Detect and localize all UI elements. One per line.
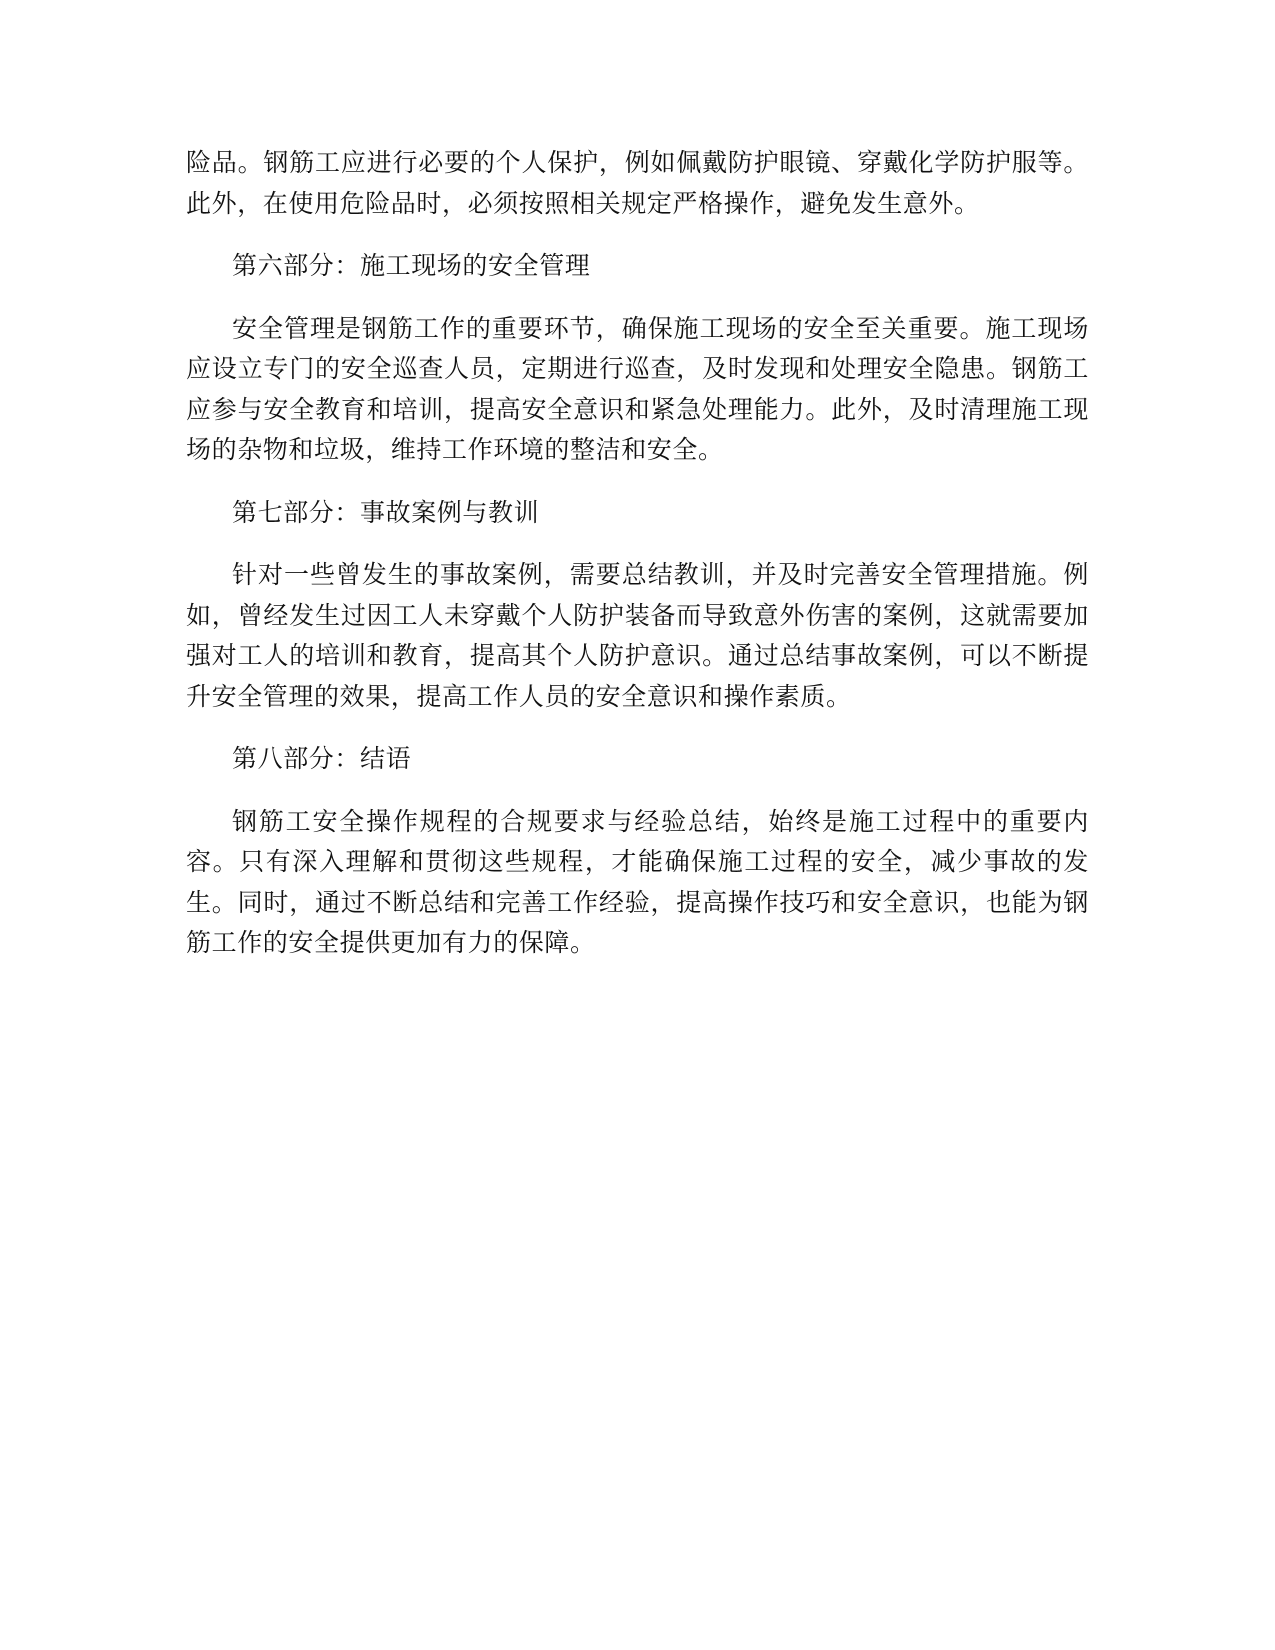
section-heading-7: 第七部分：事故案例与教训 xyxy=(232,497,540,527)
paragraph-section-7: 针对一些曾发生的事故案例，需要总结教训，并及时完善安全管理措施。例如，曾经发生过因工人未穿戴个人防护装备而导致意外伤害的案例，这就需要加强对工人的培训和教育，提高其个人防护意识。通过总结事故案例，可以不断提升安全管理的效果，提高工作人员的安全意识和操作素质。 xyxy=(186,560,1089,711)
document-page xyxy=(186,143,1089,964)
paragraph-section-6: 安全管理是钢筋工作的重要环节，确保施工现场的安全至关重要。施工现场应设立专门的安全巡查人员，定期进行巡查，及时发现和处理安全隐患。钢筋工应参与安全教育和培训，提高安全意识和紧急处理能力。此外，及时清理施工现场的杂物和垃圾，维持工作环境的整洁和安全。 xyxy=(186,313,1089,464)
paragraph-section-8: 钢筋工安全操作规程的合规要求与经验总结，始终是施工过程中的重要内容。只有深入理解和贯彻这些规程，才能确保施工过程的安全，减少事故的发生。同时，通过不断总结和完善工作经验，提高操作技巧和安全意识，也能为钢筋工作的安全提供更加有力的保障。 xyxy=(186,806,1089,957)
paragraph-continued: 险品。钢筋工应进行必要的个人保护，例如佩戴防护眼镜、穿戴化学防护服等。此外，在使用危险品时，必须按照相关规定严格操作，避免发生意外。 xyxy=(186,148,1089,218)
section-heading-6: 第六部分：施工现场的安全管理 xyxy=(232,251,591,280)
section-heading-8: 第八部分：结语 xyxy=(232,744,412,773)
